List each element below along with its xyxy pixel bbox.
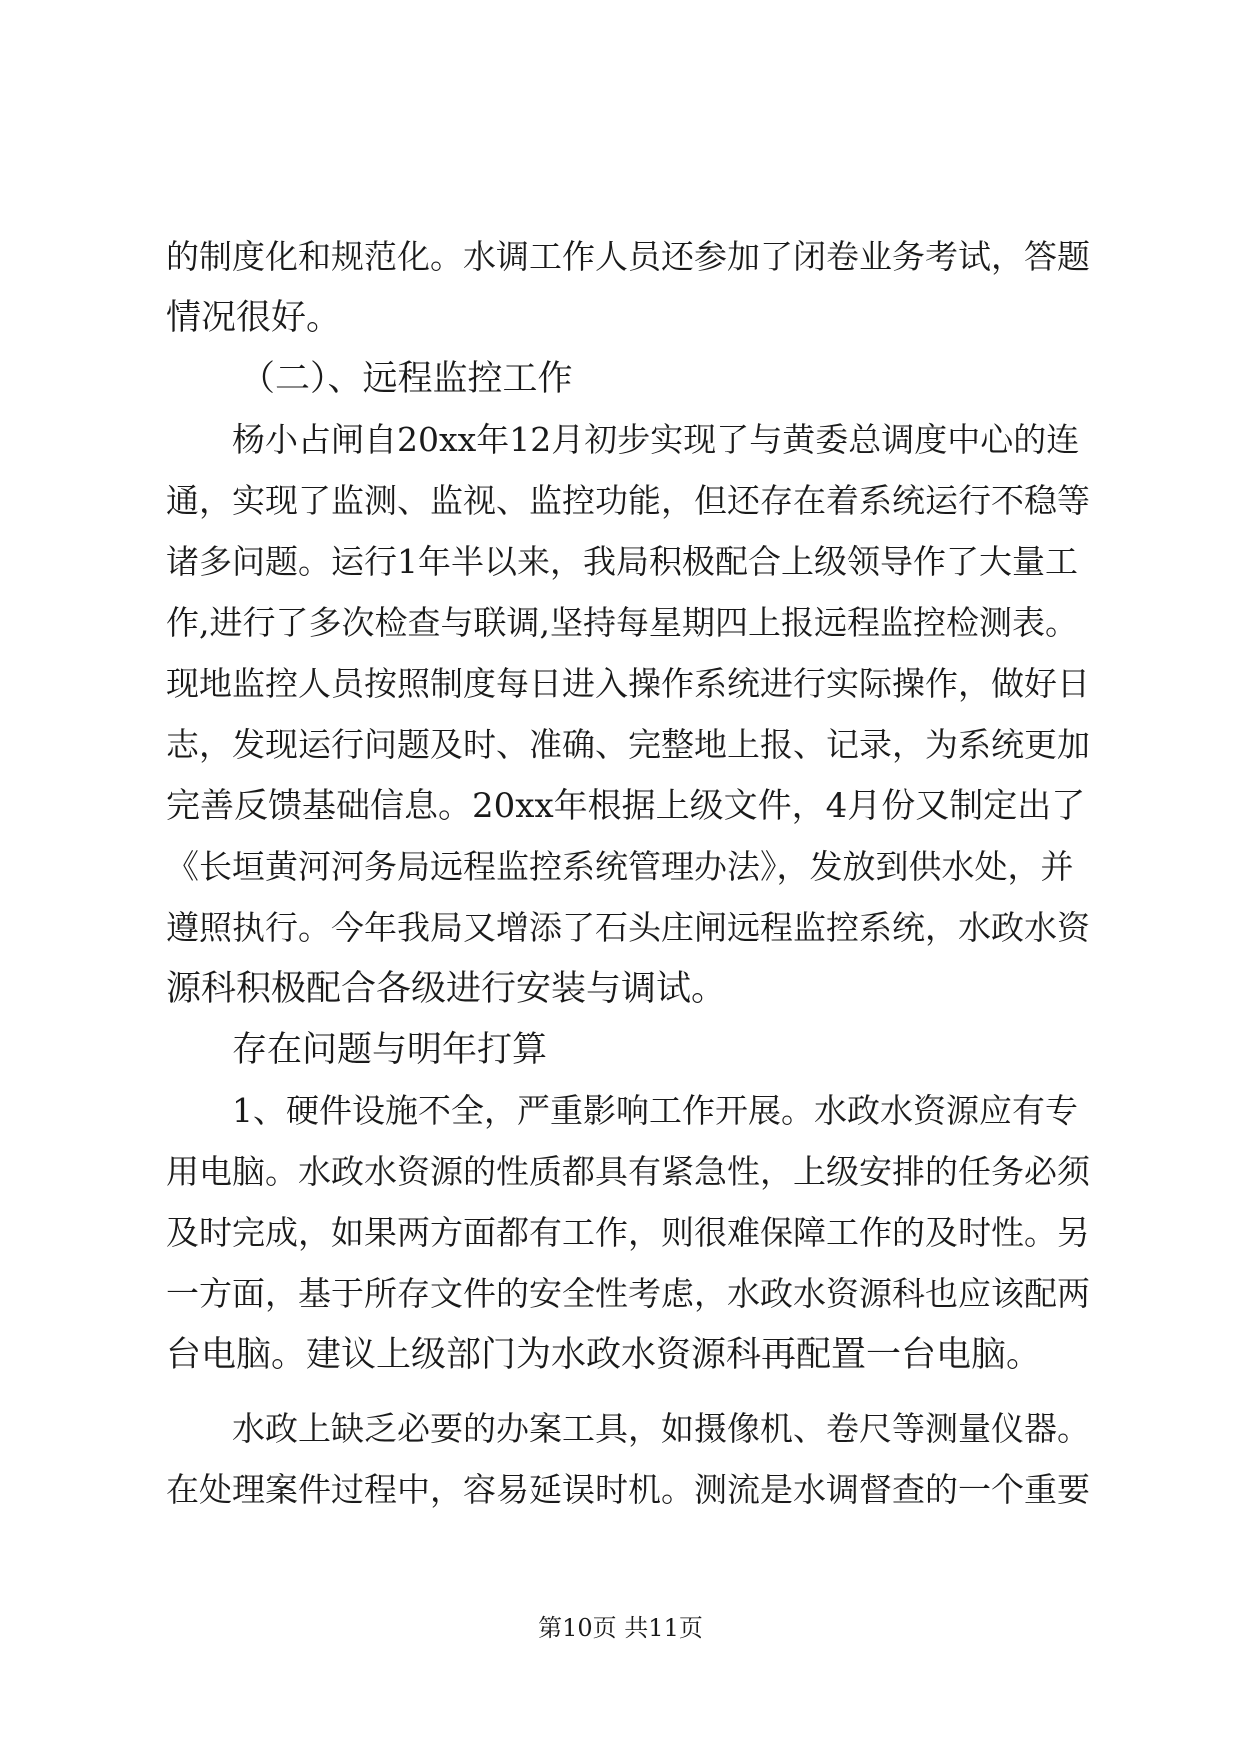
page-number-footer: 第10页 共11页 [538, 1614, 703, 1642]
text-line: 《长垣黄河河务局远程监控系统管理办法》，发放到供水处，并 [166, 847, 1074, 886]
text-line: 作,进行了多次检查与联调,坚持每星期四上报远程监控检测表。 [166, 603, 1078, 642]
text-line: 1、硬件设施不全，严重影响工作开展。水政水资源应有专 [232, 1091, 1078, 1130]
text-line: 用电脑。水政水资源的性质都具有紧急性，上级安排的任务必须 [166, 1152, 1090, 1191]
text-line: 现地监控人员按照制度每日进入操作系统进行实际操作，做好日 [166, 664, 1090, 703]
text-line: 诸多问题。运行1年半以来，我局积极配合上级领导作了大量工 [166, 542, 1078, 581]
text-line: 杨小占闸自20xx年12月初步实现了与黄委总调度中心的连 [232, 420, 1080, 459]
text-line: 遵照执行。今年我局又增添了石头庄闸远程监控系统，水政水资 [166, 908, 1090, 947]
section-heading: （二）、远程监控工作 [240, 359, 573, 399]
section-heading: 存在问题与明年打算 [232, 1030, 548, 1070]
text-line: 志，发现运行问题及时、准确、完整地上报、记录，为系统更加 [166, 725, 1090, 764]
text-line: 水政上缺乏必要的办案工具，如摄像机、卷尺等测量仪器。 [232, 1409, 1090, 1448]
text-line: 一方面，基于所存文件的安全性考虑，水政水资源科也应该配两 [166, 1274, 1090, 1313]
text-line: 及时完成，如果两方面都有工作，则很难保障工作的及时性。另 [166, 1213, 1090, 1252]
text-line: 源科积极配合各级进行安装与调试。 [166, 969, 727, 1009]
text-line: 情况很好。 [166, 298, 342, 338]
text-line: 完善反馈基础信息。20xx年根据上级文件，4月份又制定出了 [166, 786, 1086, 826]
text-line: 的制度化和规范化。水调工作人员还参加了闭卷业务考试，答题 [166, 237, 1090, 276]
text-line: 通，实现了监测、监视、监控功能，但还存在着系统运行不稳等 [166, 481, 1090, 520]
text-line: 台电脑。建议上级部门为水政水资源科再配置一台电脑。 [166, 1335, 1042, 1375]
text-line: 在处理案件过程中，容易延误时机。测流是水调督查的一个重要 [166, 1470, 1090, 1509]
